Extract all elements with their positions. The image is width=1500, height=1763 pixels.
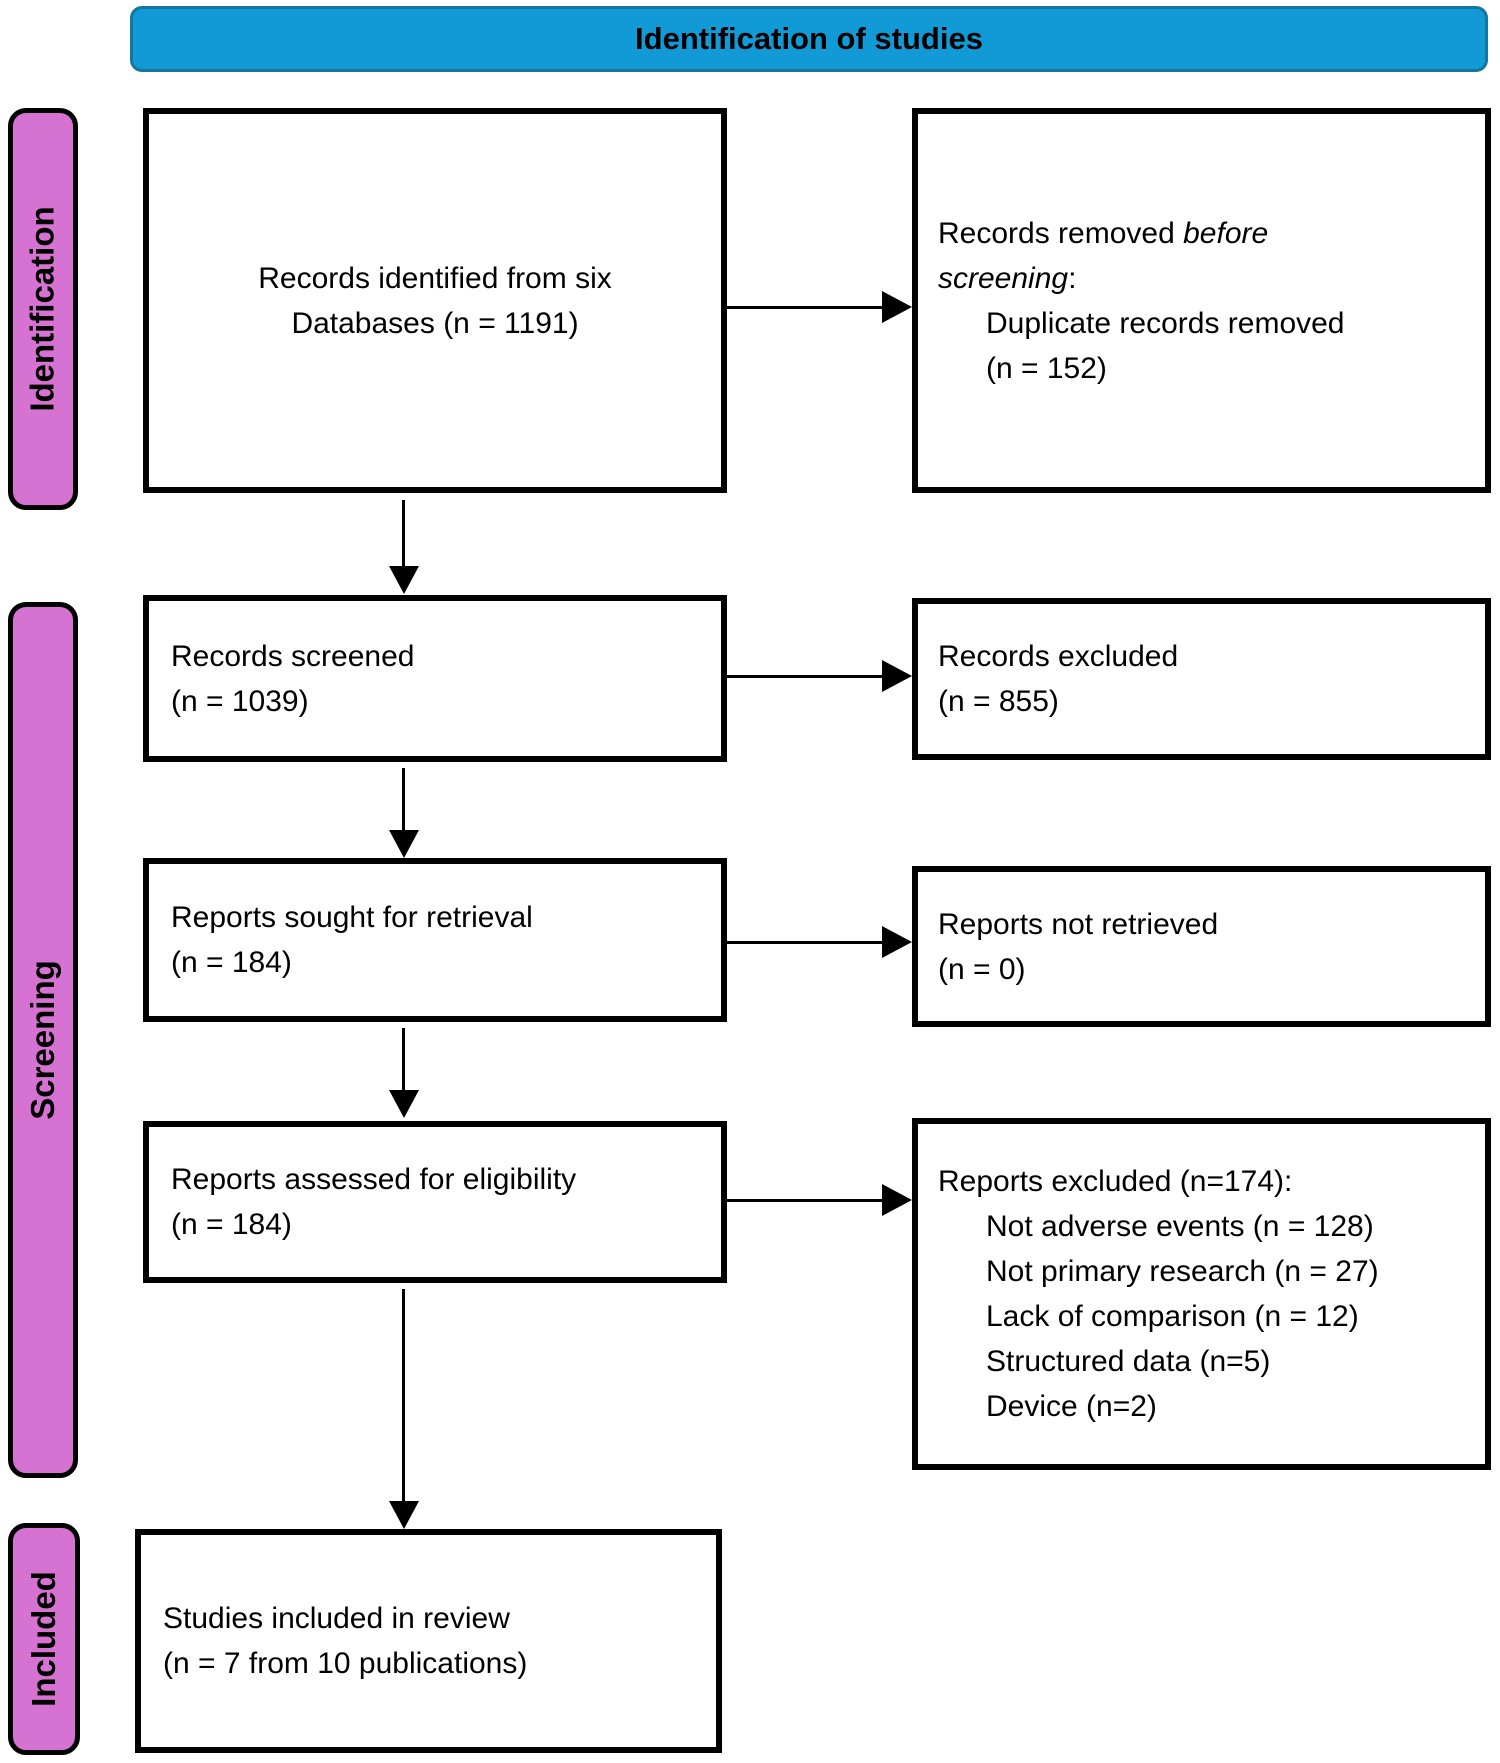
box-line: Reports excluded (n=174): bbox=[938, 1165, 1293, 1198]
header-title: Identification of studies bbox=[635, 21, 983, 56]
box-line: (n = 1039) bbox=[171, 684, 309, 718]
box-sublist bbox=[986, 301, 1477, 391]
box-reports-assessed-for-eligibility bbox=[143, 1121, 727, 1283]
stage-label-included bbox=[8, 1523, 80, 1755]
box-line: Databases (n = 1191) bbox=[291, 306, 579, 340]
stage-label-identification-text: Identification bbox=[24, 206, 61, 412]
arrow-screened-to-excluded bbox=[727, 675, 882, 678]
box-records-identified bbox=[143, 108, 727, 493]
box-sublist-item: (n = 152) bbox=[986, 351, 1107, 385]
box-line: Reports not retrieved bbox=[938, 907, 1219, 941]
header-identification-of-studies bbox=[130, 6, 1488, 72]
box-sublist-item: Not adverse events (n = 128) bbox=[986, 1210, 1374, 1243]
box-line bbox=[938, 256, 1477, 301]
box-records-screened bbox=[143, 595, 727, 762]
box-sublist-item: Device (n=2) bbox=[986, 1390, 1157, 1423]
box-line: (n = 184) bbox=[171, 1208, 292, 1241]
box-line: Records identified from six bbox=[258, 261, 612, 295]
box-line: Reports sought for retrieval bbox=[171, 901, 533, 934]
arrow-sought-to-assessed bbox=[402, 1028, 405, 1090]
arrow-screened-to-sought bbox=[402, 768, 405, 830]
box-reports-excluded bbox=[912, 1118, 1491, 1470]
box-reports-sought-for-retrieval bbox=[143, 858, 727, 1022]
box-reports-not-retrieved bbox=[912, 866, 1491, 1027]
box-text-segment-italic: before bbox=[1183, 216, 1269, 250]
stage-label-screening-text: Screening bbox=[24, 960, 61, 1120]
box-records-removed-before-screening bbox=[912, 108, 1491, 493]
box-sublist-item: Not primary research (n = 27) bbox=[986, 1255, 1379, 1288]
box-line: Reports assessed for eligibility bbox=[171, 1163, 577, 1196]
arrow-identified-to-removed bbox=[727, 306, 882, 309]
box-line: Records excluded bbox=[938, 640, 1179, 673]
stage-label-screening bbox=[8, 602, 78, 1478]
box-sublist-item: Duplicate records removed bbox=[986, 306, 1345, 340]
box-line: (n = 855) bbox=[938, 685, 1059, 718]
arrow-sought-to-not-retrieved bbox=[727, 941, 882, 944]
box-text-segment: Records removed bbox=[938, 216, 1184, 250]
box-line: Studies included in review bbox=[163, 1602, 510, 1635]
arrow-assessed-to-included bbox=[402, 1289, 405, 1501]
box-text-segment-italic: screening bbox=[938, 261, 1069, 295]
box-line: (n = 7 from 10 publications) bbox=[163, 1647, 528, 1680]
box-text-segment: : bbox=[1068, 261, 1077, 295]
stage-label-identification bbox=[8, 108, 78, 510]
box-line: (n = 184) bbox=[171, 946, 292, 979]
stage-label-included-text: Included bbox=[25, 1571, 62, 1707]
box-sublist-item: Lack of comparison (n = 12) bbox=[986, 1300, 1359, 1333]
box-sublist bbox=[986, 1204, 1485, 1429]
box-line bbox=[938, 211, 1477, 256]
box-studies-included-in-review bbox=[135, 1529, 722, 1753]
arrow-identified-to-screened bbox=[402, 500, 405, 566]
arrow-assessed-to-reports-excluded bbox=[727, 1199, 882, 1202]
box-line: Records screened bbox=[171, 639, 415, 673]
box-line: (n = 0) bbox=[938, 952, 1026, 986]
box-sublist-item: Structured data (n=5) bbox=[986, 1345, 1271, 1378]
box-records-excluded bbox=[912, 598, 1491, 760]
